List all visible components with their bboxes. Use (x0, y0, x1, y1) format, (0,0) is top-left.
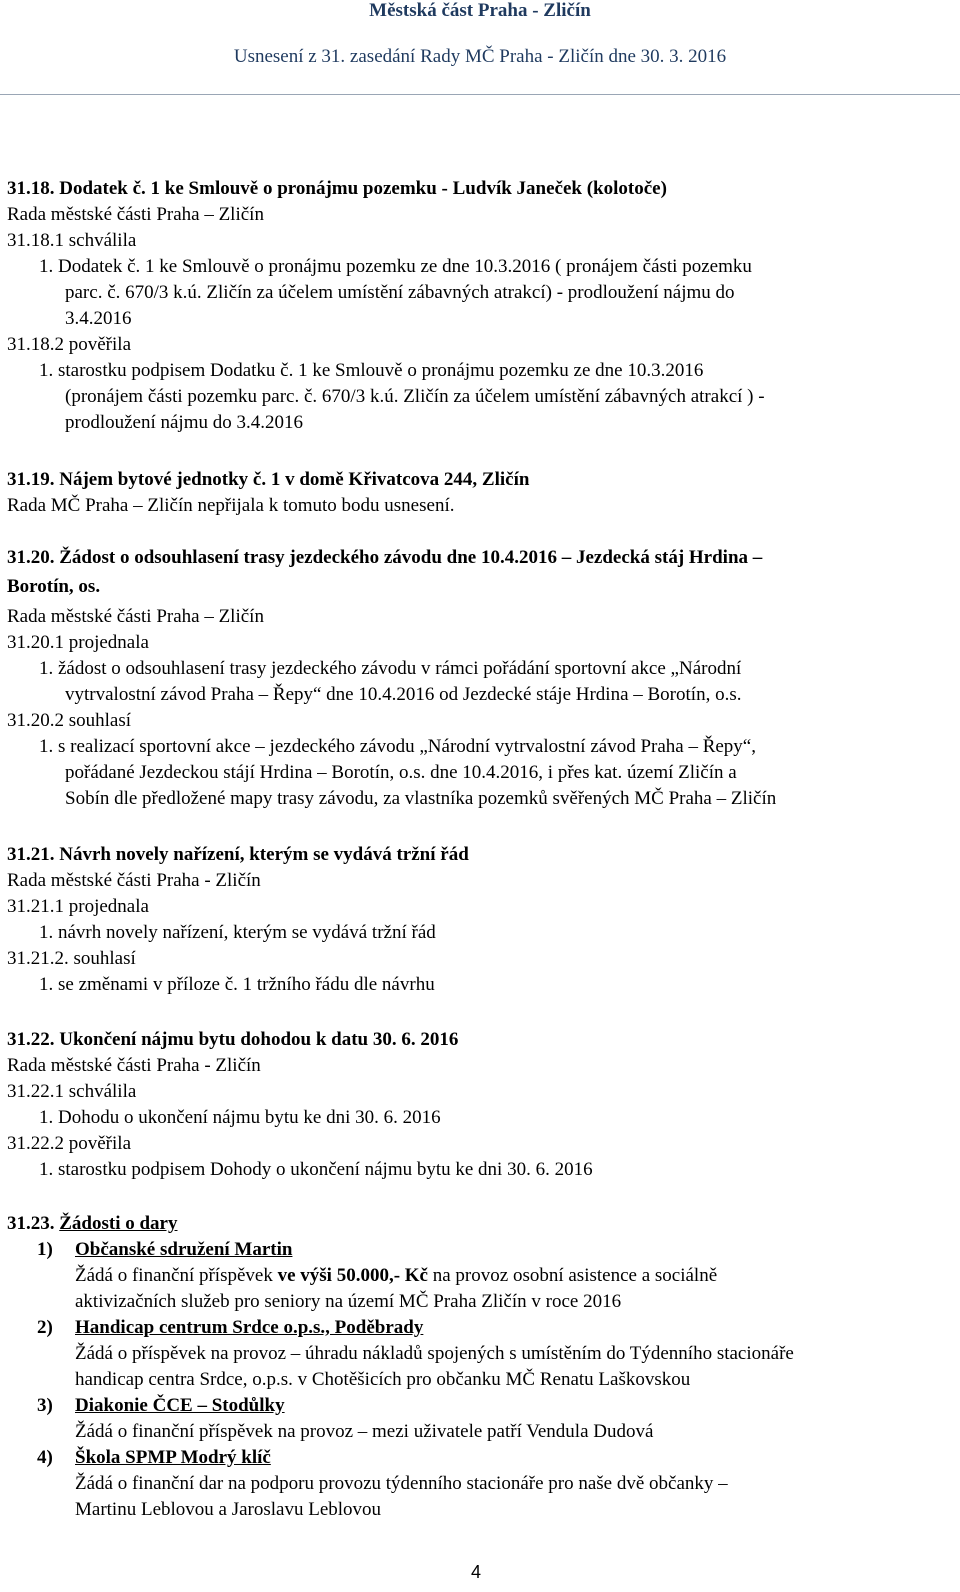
section-31-18-body: Rada městské části Praha – Zličín (7, 204, 264, 225)
item-number: 3) (37, 1395, 53, 1416)
section-31-20-body: Rada městské části Praha – Zličín (7, 606, 264, 627)
resolution-31-20-2: 31.20.2 souhlasí (7, 710, 132, 731)
resolution-31-21-1: 31.21.1 projednala (7, 896, 149, 917)
applicant-name: Diakonie ČCE – Stodůlky (75, 1395, 285, 1416)
section-31-19-body: Rada MČ Praha – Zličín nepřijala k tomuto bodu usnesení. (7, 495, 455, 516)
resolution-31-20-2-item-line: Sobín dle předložené mapy trasy závodu, za vlastníka pozemků svěřených MČ Praha – Zličín (65, 788, 777, 809)
section-31-22-title: 31.22. Ukončení nájmu bytu dohodou k datu 30. 6. 2016 (7, 1029, 459, 1050)
resolution-31-18-1-item-line: parc. č. 670/3 k.ú. Zličín za účelem umístění zábavných atrakcí) - prodloužení nájmu do (65, 282, 735, 303)
page-number: 4 (471, 1562, 482, 1582)
resolution-31-21-2: 31.21.2. souhlasí (7, 948, 136, 969)
section-31-21-title: 31.21. Návrh novely nařízení, kterým se vydává tržní řád (7, 844, 469, 865)
resolution-31-18-2: 31.18.2 pověřila (7, 334, 132, 355)
donation-request-line: Žádá o finanční příspěvek na provoz – mezi uživatele patří Vendula Dudová (75, 1421, 654, 1442)
request-text: na provoz osobní asistence a sociálně (428, 1265, 718, 1286)
donation-request-line: Žádá o finanční dar na podporu provozu týdenního stacionáře pro naše dvě občanky – (75, 1473, 728, 1494)
resolution-31-20-2-item-line: 1. s realizací sportovní akce – jezdeckého závodu „Národní vytrvalostní závod Praha – Řepy“, (39, 736, 756, 757)
resolution-31-20-1-item-line: vytrvalostní závod Praha – Řepy“ dne 10.4.2016 od Jezdecké stáje Hrdina – Borotín, o.s. (65, 684, 742, 705)
section-31-18-title: 31.18. Dodatek č. 1 ke Smlouvě o pronájmu pozemku - Ludvík Janeček (kolotoče) (7, 178, 667, 199)
resolution-31-18-1-item-line: 1. Dodatek č. 1 ke Smlouvě o pronájmu pozemku ze dne 10.3.2016 ( pronájem části pozemku (39, 256, 752, 277)
resolution-31-18-2-item-line: prodloužení nájmu do 3.4.2016 (65, 412, 303, 433)
resolution-31-20-2-item-line: pořádané Jezdeckou stájí Hrdina – Borotín, o.s. dne 10.4.2016, i přes kat. území Zličín a (65, 762, 737, 783)
resolution-31-21-1-item: 1. návrh novely nařízení, kterým se vydává tržní řád (39, 922, 436, 943)
resolution-31-22-1: 31.22.1 schválila (7, 1081, 137, 1102)
resolution-31-20-1-item-line: 1. žádost o odsouhlasení trasy jezdeckého závodu v rámci pořádání sportovní akce „Národní (39, 658, 742, 679)
section-31-20-title-cont: Borotín, os. (7, 576, 101, 597)
donation-request-line: aktivizačních služeb pro seniory na území MČ Praha Zličín v roce 2016 (75, 1291, 622, 1312)
donation-request-item (37, 1393, 960, 1419)
applicant-name: Škola SPMP Modrý klíč (75, 1447, 271, 1468)
request-text: Žádá o finanční příspěvek (75, 1265, 278, 1286)
section-31-19-title: 31.19. Nájem bytové jednotky č. 1 v domě Křivatcova 244, Zličín (7, 469, 530, 490)
section-31-20-title: 31.20. Žádost o odsouhlasení trasy jezdeckého závodu dne 10.4.2016 – Jezdecká stáj Hrdina – (7, 547, 763, 568)
resolution-31-22-1-item: 1. Dohodu o ukončení nájmu bytu ke dni 30. 6. 2016 (39, 1107, 441, 1128)
resolution-31-22-2-item: 1. starostku podpisem Dohody o ukončení nájmu bytu ke dni 30. 6. 2016 (39, 1159, 593, 1180)
request-amount: ve výši 50.000,- Kč (277, 1265, 428, 1286)
header-divider (0, 94, 960, 95)
item-number: 2) (37, 1317, 53, 1338)
section-31-23-title (7, 1211, 960, 1237)
section-31-23-number: 31.23. (7, 1213, 60, 1234)
donation-request-item (37, 1315, 960, 1341)
applicant-name: Občanské sdružení Martin (75, 1239, 293, 1260)
donation-request-line: handicap centra Srdce, o.p.s. v Chotěšicích pro občanku MČ Renatu Laškovskou (75, 1369, 691, 1390)
donation-request-item (37, 1445, 960, 1471)
resolution-31-21-2-item: 1. se změnami v příloze č. 1 tržního řádu dle návrhu (39, 974, 435, 995)
document-header-subtitle: Usnesení z 31. zasedání Rady MČ Praha - Zličín dne 30. 3. 2016 (233, 46, 727, 67)
donation-request-line: Martinu Leblovou a Jaroslavu Leblovou (75, 1499, 382, 1520)
resolution-31-22-2: 31.22.2 pověřila (7, 1133, 132, 1154)
section-31-21-body: Rada městské části Praha - Zličín (7, 870, 261, 891)
resolution-31-18-2-item-line: 1. starostku podpisem Dodatku č. 1 ke Smlouvě o pronájmu pozemku ze dne 10.3.2016 (39, 360, 704, 381)
applicant-name: Handicap centrum Srdce o.p.s., Poděbrady (75, 1317, 424, 1338)
item-number: 1) (37, 1239, 53, 1260)
resolution-31-18-1: 31.18.1 schválila (7, 230, 137, 251)
section-31-22-body: Rada městské části Praha - Zličín (7, 1055, 261, 1076)
donation-request-line: Žádá o příspěvek na provoz – úhradu nákladů spojených s umístěním do Týdenního stacionáře (75, 1343, 794, 1364)
document-header-title: Městská část Praha - Zličín (369, 0, 591, 21)
resolution-31-20-1: 31.20.1 projednala (7, 632, 149, 653)
item-number: 4) (37, 1447, 53, 1468)
resolution-31-18-1-item-line: 3.4.2016 (65, 308, 132, 329)
donation-request-line (75, 1263, 960, 1289)
donation-request-item (37, 1237, 960, 1263)
resolution-31-18-2-item-line: (pronájem části pozemku parc. č. 670/3 k.ú. Zličín za účelem umístění zábavných atrakcí ) - (65, 386, 765, 407)
section-31-23-heading: Žádosti o dary (59, 1213, 178, 1234)
